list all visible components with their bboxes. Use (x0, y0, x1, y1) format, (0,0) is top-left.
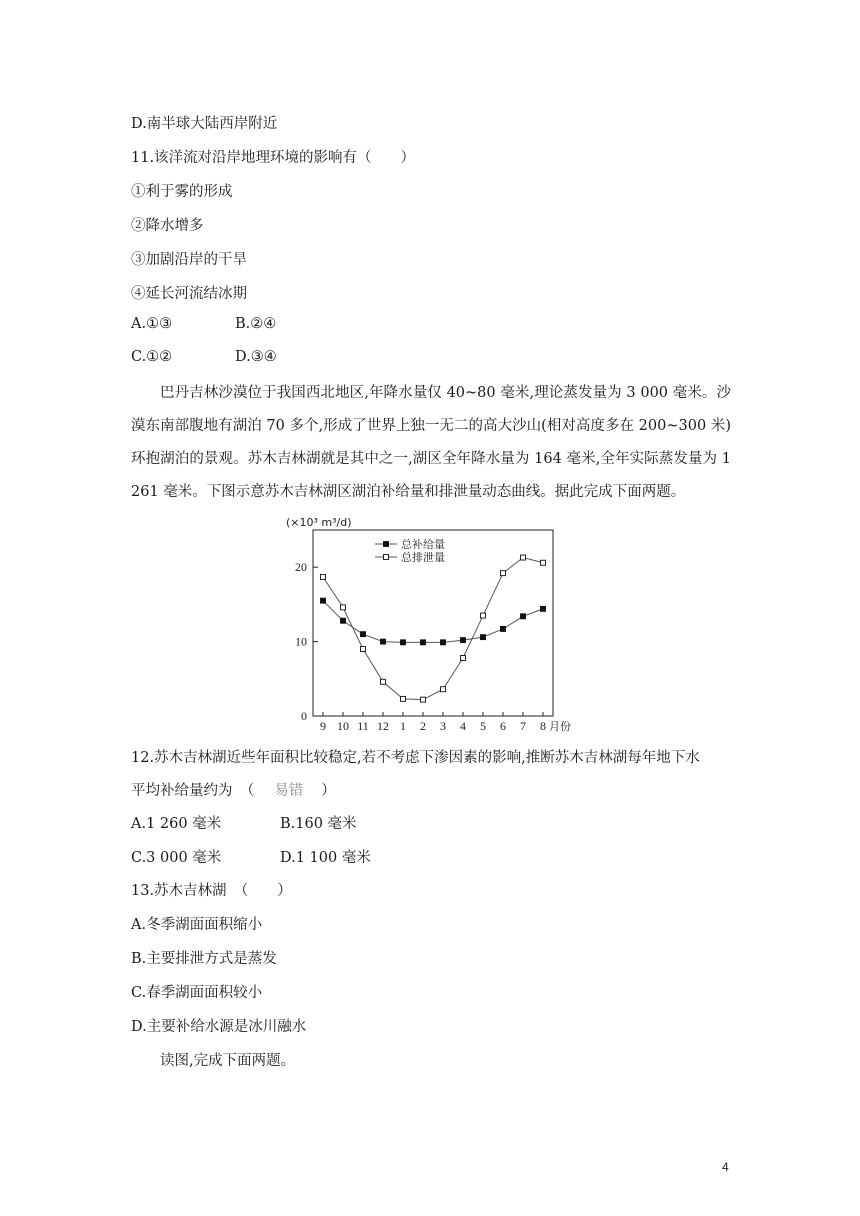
q11-item-4: ④延长河流结冰期 (131, 286, 247, 302)
series-2-point-8 (541, 560, 546, 565)
series-1-point-3 (441, 640, 446, 645)
q13-stem: 13.苏木吉林湖 （ ） (131, 883, 292, 899)
x-tick-label-4: 4 (460, 719, 466, 733)
legend-label-2: 总排泄量 (401, 551, 445, 564)
x-tick-label-5: 5 (480, 719, 486, 733)
q12-stem-line2 (131, 779, 336, 800)
q11-option-a: A.①③ (131, 316, 173, 332)
chart-series (321, 555, 546, 702)
q12-stem-text: 平均补给量约为 （ (131, 783, 255, 799)
series-2-point-5 (481, 613, 486, 618)
series-2-point-1 (401, 696, 406, 701)
q11-item-2: ②降水增多 (131, 218, 204, 234)
series-line-2 (323, 558, 543, 700)
y-tick-label-20: 20 (295, 560, 307, 575)
q12-stem-line1: 12.苏木吉林湖近些年面积比较稳定,若不考虑下渗因素的影响,推断苏木吉林湖每年地下水 (131, 750, 700, 766)
series-2-point-4 (461, 655, 466, 660)
x-tick-label-11: 11 (357, 719, 369, 733)
chart-unit-label: (×10³ m³/d) (286, 516, 352, 529)
q11-item-3: ③加剧沿岸的干旱 (131, 252, 247, 268)
chart-y-axis (295, 560, 318, 723)
chart-legend (375, 537, 445, 564)
q12-error-prone-hint: 易错 (274, 783, 304, 799)
series-line-1 (323, 601, 543, 643)
series-2-point-6 (501, 571, 506, 576)
x-tick-label-7: 7 (520, 719, 526, 733)
x-tick-label-10: 10 (337, 719, 349, 733)
reading-passage: 巴丹吉林沙漠位于我国西北地区,年降水量仅 40~80 毫米,理论蒸发量为 3 000 毫米。沙漠东南部腹地有湖泊 70 多个,形成了世界上独一无二的高大沙山(相对高度多在 200~300 米)环抱湖泊的景观。苏木吉林湖就是其中之一,湖区全年降水量为 164 毫米,全年实际蒸发量为 1 261 毫米。下图示意苏木吉林湖区湖泊补给量和排泄量动态曲线。据此完成下面两题。 (131, 385, 731, 500)
q13-option-c: C.春季湖面面积较小 (131, 985, 263, 1001)
x-tick-label-3: 3 (440, 719, 446, 733)
series-2-point-12 (381, 679, 386, 684)
series-1-point-2 (421, 640, 426, 645)
q12-option-b: B.160 毫米 (280, 816, 357, 832)
closing-instruction: 读图,完成下面两题。 (160, 1053, 296, 1069)
x-axis-suffix-label: 月份 (549, 720, 571, 733)
q12-stem-close: ） (321, 783, 336, 799)
series-2-point-9 (321, 574, 326, 579)
q11-option-d: D.③④ (235, 349, 277, 365)
series-2-point-2 (421, 697, 426, 702)
x-tick-label-8: 8 (540, 719, 546, 733)
series-1-point-12 (381, 639, 386, 644)
lake-water-balance-chart (280, 510, 600, 735)
series-2-point-7 (521, 555, 526, 560)
q11-stem: 11.该洋流对沿岸地理环境的影响有（ ） (131, 150, 416, 166)
x-tick-label-2: 2 (420, 719, 426, 733)
q13-option-d: D.主要补给水源是冰川融水 (131, 1019, 307, 1035)
y-tick-label-0: 0 (301, 709, 307, 723)
q13-option-b: B.主要排泄方式是蒸发 (131, 951, 277, 967)
q10-option-d: D.南半球大陆西岸附近 (131, 116, 278, 132)
series-1-point-6 (501, 626, 506, 631)
x-tick-label-12: 12 (377, 719, 389, 733)
x-tick-label-1: 1 (400, 719, 406, 733)
series-1-point-11 (361, 632, 366, 637)
q12-option-a: A.1 260 毫米 (131, 816, 222, 832)
chart-x-axis (320, 712, 571, 733)
legend-marker-2 (384, 555, 389, 560)
y-tick-label-10: 10 (295, 634, 307, 649)
x-tick-label-9: 9 (320, 719, 326, 733)
q13-option-a: A.冬季湖面面积缩小 (131, 917, 263, 933)
q11-option-b: B.②④ (235, 316, 277, 332)
series-1-point-4 (461, 638, 466, 643)
series-1-point-1 (401, 640, 406, 645)
q12-option-c: C.3 000 毫米 (131, 850, 222, 866)
page-number: 4 (722, 1160, 729, 1174)
q11-item-1: ①利于雾的形成 (131, 184, 233, 200)
q11-option-c: C.①② (131, 349, 173, 365)
series-1-point-10 (341, 618, 346, 623)
series-2-point-3 (441, 687, 446, 692)
series-1-point-8 (541, 606, 546, 611)
series-2-point-11 (361, 647, 366, 652)
series-1-point-7 (521, 614, 526, 619)
series-1-point-5 (481, 635, 486, 640)
series-2-point-10 (341, 605, 346, 610)
x-tick-label-6: 6 (500, 719, 506, 733)
legend-marker-1 (384, 542, 389, 547)
q12-option-d: D.1 100 毫米 (280, 850, 371, 866)
series-1-point-9 (321, 598, 326, 603)
legend-label-1: 总补给量 (401, 538, 445, 551)
